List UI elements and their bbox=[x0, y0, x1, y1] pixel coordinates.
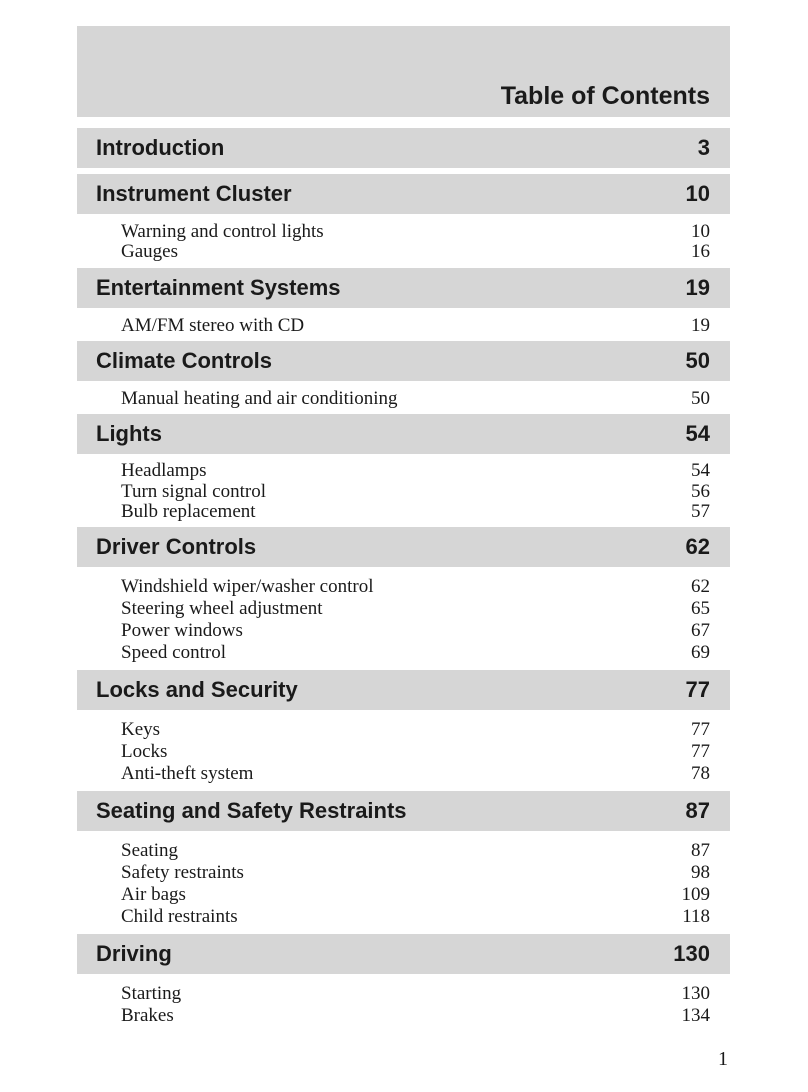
entry-label: Child restraints bbox=[121, 906, 238, 927]
section-page: 19 bbox=[685, 275, 710, 300]
entry-page: 16 bbox=[691, 241, 710, 262]
section-page: 87 bbox=[685, 798, 710, 823]
entry-label: Keys bbox=[121, 719, 161, 740]
entry-label: Power windows bbox=[121, 620, 243, 641]
toc-entry[interactable] bbox=[121, 222, 710, 242]
entry-page: 54 bbox=[691, 460, 710, 481]
entry-label: Speed control bbox=[121, 642, 227, 663]
entry-page: 118 bbox=[682, 906, 710, 927]
entry-page: 69 bbox=[691, 642, 710, 663]
entry-page: 77 bbox=[691, 741, 710, 762]
section-page: 130 bbox=[673, 941, 710, 966]
entry-label: Bulb replacement bbox=[121, 501, 256, 522]
toc-entry[interactable] bbox=[121, 502, 710, 523]
toc-entry[interactable] bbox=[121, 1005, 710, 1027]
section-label: Seating and Safety Restraints bbox=[96, 798, 407, 823]
entry-label: Gauges bbox=[121, 241, 178, 262]
entry-label: Locks bbox=[121, 741, 168, 762]
section-seating-and-safety-restraints[interactable] bbox=[77, 791, 730, 831]
entry-label: Windshield wiper/washer control bbox=[121, 576, 374, 597]
entry-page: 10 bbox=[691, 221, 710, 242]
entry-page: 109 bbox=[681, 884, 710, 905]
section-label: Instrument Cluster bbox=[96, 181, 292, 206]
section-locks-and-security[interactable] bbox=[77, 670, 730, 710]
section-driver-controls[interactable] bbox=[77, 527, 730, 567]
section-page: 10 bbox=[685, 181, 710, 206]
toc-entry[interactable] bbox=[121, 482, 710, 503]
entry-label: Starting bbox=[121, 983, 182, 1004]
subsection-list bbox=[121, 315, 710, 337]
toc-entry[interactable] bbox=[121, 983, 710, 1005]
entry-label: Steering wheel adjustment bbox=[121, 598, 323, 619]
toc-entry[interactable] bbox=[121, 906, 710, 928]
section-page: 3 bbox=[697, 135, 710, 160]
section-instrument-cluster[interactable] bbox=[77, 174, 730, 214]
entry-page: 77 bbox=[691, 719, 710, 740]
section-label: Introduction bbox=[96, 135, 225, 160]
entry-page: 65 bbox=[691, 598, 710, 619]
section-label: Entertainment Systems bbox=[96, 275, 341, 300]
entry-page: 87 bbox=[691, 840, 710, 861]
toc-entry[interactable] bbox=[121, 741, 710, 763]
toc-entry[interactable] bbox=[121, 461, 710, 482]
toc-entry[interactable] bbox=[121, 642, 710, 664]
toc-entry[interactable] bbox=[121, 884, 710, 906]
entry-page: 67 bbox=[691, 620, 710, 641]
subsection-list bbox=[121, 576, 710, 664]
entry-label: Air bags bbox=[121, 884, 186, 905]
page-number: 1 bbox=[718, 1048, 728, 1070]
toc-entry[interactable] bbox=[121, 315, 710, 337]
section-climate-controls[interactable] bbox=[77, 341, 730, 381]
entry-page: 50 bbox=[691, 388, 710, 409]
section-label: Driving bbox=[96, 941, 172, 966]
entry-page: 134 bbox=[681, 1005, 710, 1026]
entry-page: 57 bbox=[691, 501, 710, 522]
subsection-list bbox=[121, 388, 710, 410]
section-label: Driver Controls bbox=[96, 534, 257, 559]
entry-label: Headlamps bbox=[121, 460, 207, 481]
entry-page: 19 bbox=[691, 315, 710, 336]
entry-label: Brakes bbox=[121, 1005, 174, 1026]
entry-label: AM/FM stereo with CD bbox=[121, 315, 305, 336]
entry-label: Manual heating and air conditioning bbox=[121, 388, 398, 409]
subsection-list bbox=[121, 222, 710, 262]
entry-page: 62 bbox=[691, 576, 710, 597]
toc-entry[interactable] bbox=[121, 388, 710, 410]
section-label: Climate Controls bbox=[96, 348, 273, 373]
subsection-list bbox=[121, 719, 710, 785]
section-page: 77 bbox=[685, 677, 710, 702]
section-page: 54 bbox=[685, 421, 710, 446]
subsection-list bbox=[121, 840, 710, 928]
page-title: Table of Contents bbox=[500, 82, 710, 110]
toc-entry[interactable] bbox=[121, 242, 710, 262]
toc-entry[interactable] bbox=[121, 620, 710, 642]
entry-page: 98 bbox=[691, 862, 710, 883]
section-lights[interactable] bbox=[77, 414, 730, 454]
toc-entry[interactable] bbox=[121, 576, 710, 598]
toc-entry[interactable] bbox=[121, 763, 710, 785]
section-driving[interactable] bbox=[77, 934, 730, 974]
section-label: Lights bbox=[96, 421, 162, 446]
section-page: 50 bbox=[685, 348, 710, 373]
toc-entry[interactable] bbox=[121, 719, 710, 741]
subsection-list bbox=[121, 461, 710, 523]
entry-label: Seating bbox=[121, 840, 178, 861]
section-page: 62 bbox=[685, 534, 710, 559]
entry-label: Turn signal control bbox=[121, 480, 266, 502]
toc-entry[interactable] bbox=[121, 840, 710, 862]
subsection-list bbox=[121, 983, 710, 1027]
section-label: Locks and Security bbox=[96, 677, 298, 702]
entry-label: Warning and control lights bbox=[121, 221, 324, 242]
entry-label: Safety restraints bbox=[121, 862, 244, 883]
entry-page: 78 bbox=[691, 763, 710, 784]
section-entertainment-systems[interactable] bbox=[77, 268, 730, 308]
entry-label: Anti-theft system bbox=[121, 763, 254, 784]
section-introduction[interactable] bbox=[77, 128, 730, 168]
entry-page: 56 bbox=[691, 480, 710, 502]
header-band bbox=[77, 26, 730, 117]
toc-entry[interactable] bbox=[121, 862, 710, 884]
entry-page: 130 bbox=[681, 983, 710, 1004]
toc-entry[interactable] bbox=[121, 598, 710, 620]
